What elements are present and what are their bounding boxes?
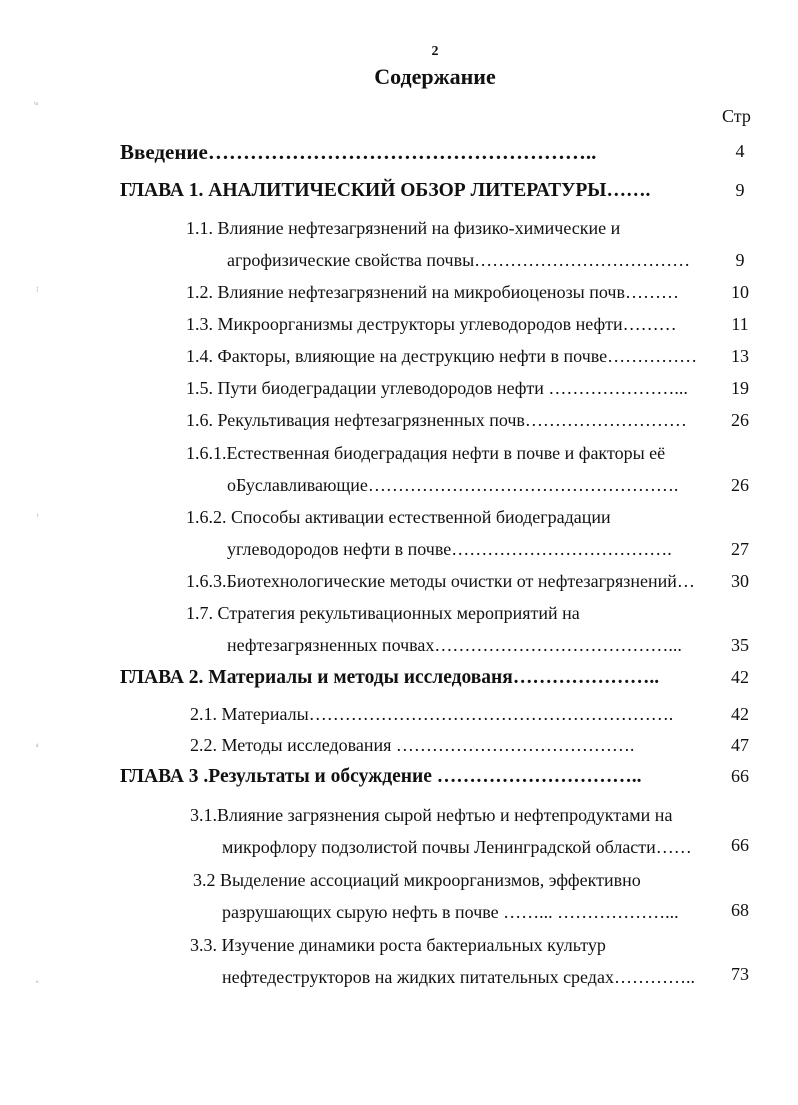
toc-entry-1-6-1-cont[interactable]: оБуславливающие……………………………………………. xyxy=(227,475,679,495)
toc-page-number: 26 xyxy=(731,475,749,495)
toc-page-number: 13 xyxy=(731,346,749,366)
toc-entry-2-1[interactable]: 2.1. Материалы……………………………………………………. xyxy=(190,704,674,724)
scan-speck: ᵈ xyxy=(36,742,39,751)
scan-speck: ⁱᵘ xyxy=(34,100,39,109)
toc-entry-1-5[interactable]: 1.5. Пути биодеградации углеводородов нефти …………………... xyxy=(186,378,688,398)
page-title: Содержание xyxy=(374,64,496,89)
toc-page-number: 66 xyxy=(731,766,749,786)
toc-entry-1-7-cont[interactable]: нефтезагрязненных почвах…………………………………... xyxy=(227,635,682,655)
scan-speck: ⁝ xyxy=(36,285,39,294)
toc-entry-1-6-1[interactable]: 1.6.1.Естественная биодеградация нефти в почве и факторы её xyxy=(186,443,666,463)
toc-entry-3-3-cont[interactable]: нефтедеструкторов на жидких питательных средах………….. xyxy=(222,967,695,987)
toc-page-number: 9 xyxy=(735,250,745,270)
toc-page-number: 73 xyxy=(731,964,749,984)
toc-entry-3-3[interactable]: 3.3. Изучение динамики роста бактериальных культур xyxy=(190,935,606,955)
scan-speck: ᵘ xyxy=(36,978,39,987)
toc-entry-2-2[interactable]: 2.2. Методы исследования …………………………………. xyxy=(190,735,635,755)
toc-page-number: 27 xyxy=(731,539,749,559)
toc-page-number: 42 xyxy=(731,667,749,687)
toc-page-number: 19 xyxy=(731,378,749,398)
page-number: 2 xyxy=(431,44,439,59)
toc-entry-3-2-cont[interactable]: разрушающих сырую нефть в почве ……... ………………... xyxy=(222,902,679,922)
toc-page-number: 47 xyxy=(731,735,749,755)
toc-entry-1-3[interactable]: 1.3. Микроорганизмы деструкторы углеводородов нефти……… xyxy=(186,314,677,334)
toc-page-number: 35 xyxy=(731,635,749,655)
toc-entry-1-2[interactable]: 1.2. Влияние нефтезагрязнений на микробиоценозы почв……… xyxy=(186,282,679,302)
toc-page-number: 68 xyxy=(731,900,749,920)
toc-entry-1-6-3[interactable]: 1.6.3.Биотехнологические методы очистки от нефтезагрязнений… xyxy=(186,571,695,591)
toc-entry-1-6[interactable]: 1.6. Рекультивация нефтезагрязненных почв……………………… xyxy=(186,410,687,430)
toc-entry-1-7[interactable]: 1.7. Стратегия рекультивационных мероприятий на xyxy=(186,603,580,623)
toc-entry-1-1-cont[interactable]: агрофизические свойства почвы……………………………… xyxy=(227,250,691,270)
toc-entry-1-6-2-cont[interactable]: углеводородов нефти в почве………………………………. xyxy=(227,539,672,559)
toc-page-number: 66 xyxy=(731,835,749,855)
toc-entry-introduction[interactable]: Введение……………………………………………….. xyxy=(120,140,597,164)
toc-page-number: 26 xyxy=(731,410,749,430)
toc-entry-chapter-3[interactable]: ГЛАВА 3 .Результаты и обсуждение ………………………….. xyxy=(120,766,642,787)
scan-speck: ⁱ xyxy=(37,512,39,521)
toc-page-number: 42 xyxy=(731,704,749,724)
toc-page-number: 10 xyxy=(731,282,749,302)
toc-entry-chapter-2[interactable]: ГЛАВА 2. Материалы и методы исследованя………………….. xyxy=(120,667,660,688)
toc-entry-chapter-1[interactable]: ГЛАВА 1. АНАЛИТИЧЕСКИЙ ОБЗОР ЛИТЕРАТУРЫ……. xyxy=(120,180,651,201)
toc-page-number: 4 xyxy=(735,141,745,161)
toc-entry-1-1[interactable]: 1.1. Влияние нефтезагрязнений на физико-химические и xyxy=(186,218,621,238)
toc-entry-3-2[interactable]: 3.2 Выделение ассоциаций микроорганизмов, эффективно xyxy=(193,870,641,890)
toc-page-number: 30 xyxy=(731,571,749,591)
toc-entry-1-4[interactable]: 1.4. Факторы, влияющие на деструкцию нефти в почве…………… xyxy=(186,346,698,366)
toc-entry-3-1-cont[interactable]: микрофлору подзолистой почвы Ленинградской области…… xyxy=(222,837,692,857)
toc-entry-1-6-2[interactable]: 1.6.2. Способы активации естественной биодеградации xyxy=(186,507,611,527)
toc-page-number: 11 xyxy=(731,314,749,334)
toc-page-number: 9 xyxy=(735,180,745,200)
toc-entry-3-1[interactable]: 3.1.Влияние загрязнения сырой нефтью и нефтепродуктами на xyxy=(190,805,673,825)
page-column-header: Стр xyxy=(722,106,751,126)
